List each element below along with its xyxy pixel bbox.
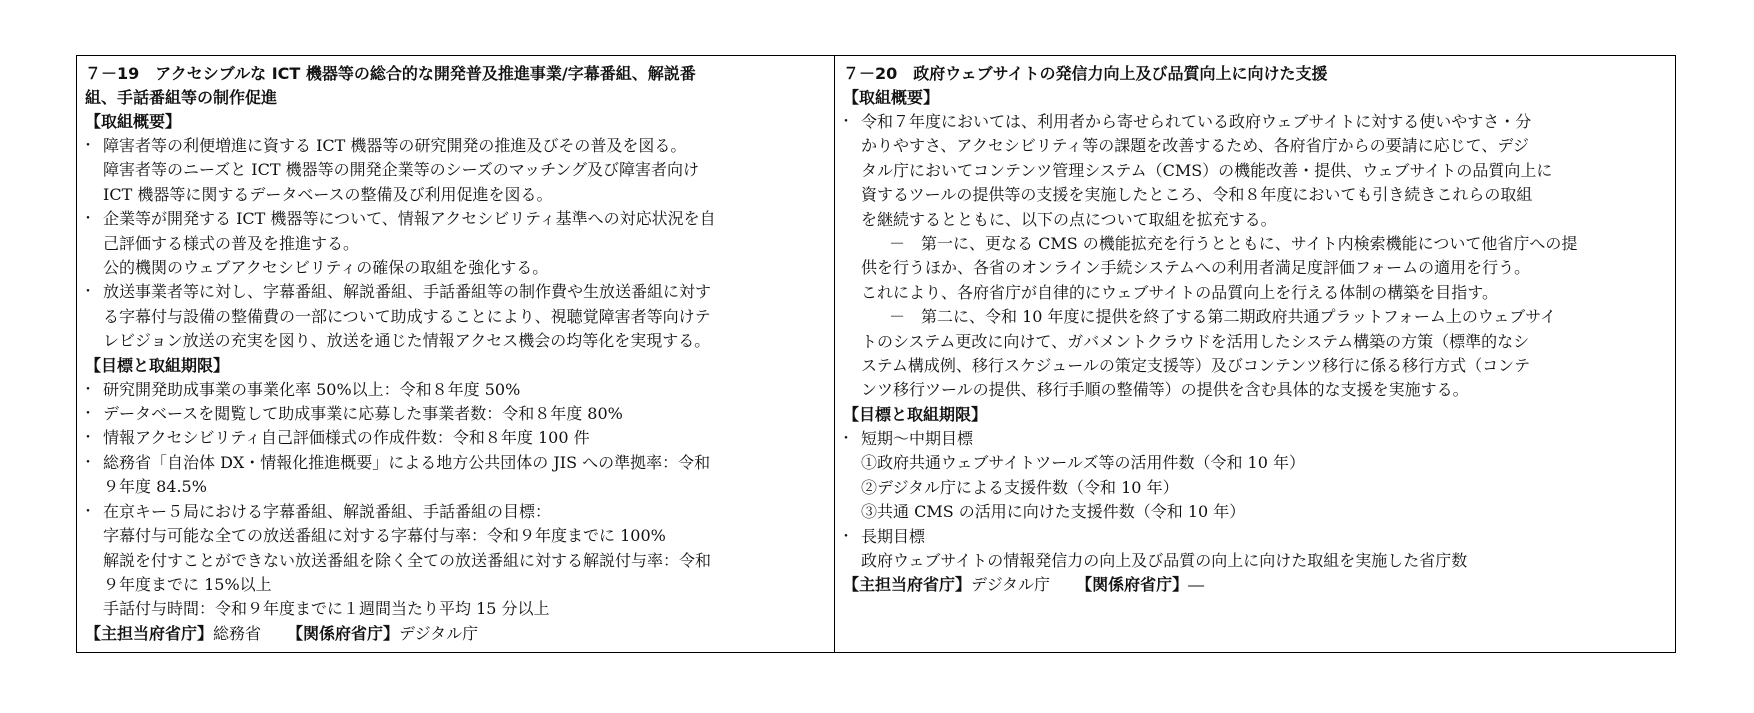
goals-heading: 【目標と取組期限】 <box>85 355 230 375</box>
text-line: 解説を付すことができない放送番組を除く全ての放送番組に対する解説付与率：令和 <box>103 550 712 570</box>
bullet-item: ・ 短期～中期目標 <box>843 427 1667 451</box>
lead-ministry-label: 【主担当府省庁】 <box>843 575 972 595</box>
overview-heading: 【取組概要】 <box>843 88 940 107</box>
text-line: 資するツールの提供等の支援を実施したところ、令和８年度においても引き続きこれらの取組 <box>861 185 1533 205</box>
text-line: － 第二に、令和 10 年度に提供を終了する第二期政府共通プラットフォーム上のウェブサイ <box>889 307 1557 327</box>
text-line: 公的機関のウェブアクセシビリティの確保の取組を強化する。 <box>103 258 549 278</box>
overview-heading: 【取組概要】 <box>85 112 182 131</box>
bullet-item: ・ 令和７年度においては、利用者から寄せられている政府ウェブサイトに対する使いやすさ・分 <box>843 110 1667 134</box>
overview-list <box>85 134 826 354</box>
text-line: 供を行うほか、各省のオンライン手続システムへの利用者満足度評価フォームの適用を行う。 <box>861 258 1531 278</box>
text-line: 障害者等のニーズと ICT 機器等の開発企業等のシーズのマッチング及び障害者向け <box>103 160 700 180</box>
text-line: 手話付与時間：令和９年度までに１週間当たり平均 15 分以上 <box>103 599 550 619</box>
item-title-cont: 組、手話番組等の制作促進 <box>85 88 278 107</box>
text-line: を継続するとともに、以下の点について取組を拡充する。 <box>861 209 1277 229</box>
bullet-item: ・ 総務省「自治体 DX・情報化推進概要」による地方公共団体の JIS への準拠率：令和 <box>85 451 826 475</box>
goals-list <box>843 427 1667 573</box>
text-line: － 第一に、更なる CMS の機能拡充を行うとともに、サイト内検索機能について他省庁への提 <box>889 234 1578 254</box>
policy-table <box>76 55 1676 653</box>
left-cell-7-19 <box>77 56 835 652</box>
text-line: ステム構成例、移行スケジュールの策定支援等）及びコンテンツ移行に係る移行方式（コンテ <box>861 356 1531 376</box>
bullet-item: ・ 企業等が開発する ICT 機器等について、情報アクセシビリティ基準への対応状況を自 <box>85 207 826 231</box>
bullet-item: ・ 研究開発助成事業の事業化率 50%以上：令和８年度 50% <box>85 378 826 402</box>
related-ministry-value: ― <box>1188 575 1205 595</box>
text-line: タル庁においてコンテンツ管理システム（CMS）の機能改善・提供、ウェブサイトの品質向上に <box>861 160 1553 180</box>
text-line: る字幕付与設備の整備費の一部について助成することにより、視聴覚障害者等向けテ <box>103 306 711 326</box>
bullet-item: ・ 情報アクセシビリティ自己評価様式の作成件数：令和８年度 100 件 <box>85 426 826 450</box>
item-title: ７－19 アクセシブルな ICT 機器等の総合的な開発普及推進事業/字幕番組、解説番 <box>85 64 696 83</box>
ministry-line <box>843 573 1667 597</box>
goals-heading: 【目標と取組期限】 <box>843 404 988 424</box>
ministry-line <box>85 622 826 646</box>
text-line: ③共通 CMS の活用に向けた支援件数（令和 10 年） <box>861 502 1246 522</box>
text-line: ②デジタル庁による支援件数（令和 10 年） <box>861 477 1179 497</box>
lead-ministry-value: デジタル庁 <box>971 575 1051 595</box>
text-line: 己評価する様式の普及を推進する。 <box>103 233 360 253</box>
text-line: ①政府共通ウェブサイトツールズ等の活用件数（令和 10 年） <box>861 453 1305 473</box>
bullet-item: ・ 障害者等の利便増進に資する ICT 機器等の研究開発の推進及びその普及を図る。 <box>85 134 826 158</box>
related-ministry-value: デジタル庁 <box>399 623 479 643</box>
bullet-item: ・ 在京キー５局における字幕番組、解説番組、手話番組の目標： <box>85 500 826 524</box>
related-ministry-label: 【関係府省庁】 <box>1076 575 1189 595</box>
lead-ministry-label: 【主担当府省庁】 <box>85 623 214 643</box>
text-line: ンツ移行ツールの提供、移行手順の整備等）の提供を含む具体的な支援を実施する。 <box>861 380 1469 400</box>
text-line: 政府ウェブサイトの情報発信力の向上及び品質の向上に向けた取組を実施した省庁数 <box>861 550 1468 570</box>
text-line: かりやすさ、アクセシビリティ等の課題を改善するため、各府省庁からの要請に応じて、デジ <box>861 136 1530 156</box>
text-line: ICT 機器等に関するデータベースの整備及び利用促進を図る。 <box>103 184 553 204</box>
text-line: これにより、各府省庁が自律的にウェブサイトの品質向上を行える体制の構築を目指す。 <box>861 282 1498 302</box>
text-line: レビジョン放送の充実を図り、放送を通じた情報アクセス機会の均等化を実現する。 <box>103 331 711 351</box>
item-title: ７－20 政府ウェブサイトの発信力向上及び品質向上に向けた支援 <box>843 64 1328 83</box>
bullet-item: ・ データベースを閲覧して助成事業に応募した事業者数：令和８年度 80% <box>85 402 826 426</box>
bullet-item: ・ 長期目標 <box>843 525 1667 549</box>
goals-list <box>85 378 826 622</box>
text-line: トのシステム更改に向けて、ガバメントクラウドを活用したシステム構築の方策（標準的なシ <box>861 331 1530 351</box>
text-line: ９年度 84.5% <box>103 477 207 497</box>
overview-list <box>843 110 1667 403</box>
bullet-item: ・ 放送事業者等に対し、字幕番組、解説番組、手話番組等の制作費や生放送番組に対す <box>85 280 826 304</box>
related-ministry-label: 【関係府省庁】 <box>287 623 400 643</box>
text-line: ９年度までに 15%以上 <box>103 574 272 594</box>
lead-ministry-value: 総務省 <box>213 623 262 643</box>
text-line: 字幕付与可能な全ての放送番組に対する字幕付与率：令和９年度までに 100% <box>103 526 666 546</box>
right-cell-7-20 <box>835 56 1675 652</box>
